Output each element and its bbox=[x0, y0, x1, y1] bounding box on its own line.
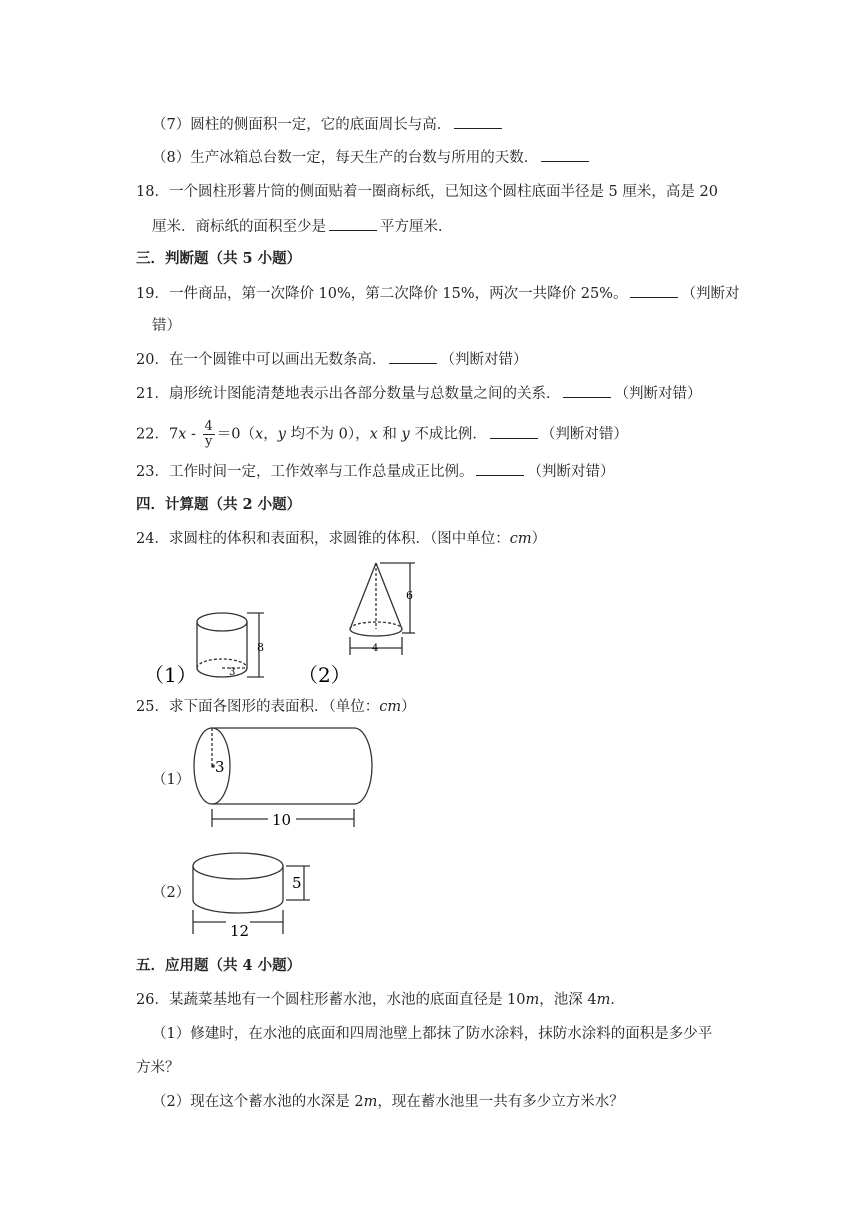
diameter-label: 12 bbox=[230, 922, 250, 940]
answer-blank bbox=[476, 461, 524, 476]
q25-figure-1-label: （1） bbox=[152, 772, 191, 788]
question-19-line1: 19．一件商品，第一次降价 10%，第二次降价 15%，两次一共降价 25%。 （判断对 bbox=[136, 283, 739, 304]
q24-figure bbox=[140, 555, 440, 690]
question-18-line2: 厘米．商标纸的面积至少是 平方厘米． bbox=[152, 216, 453, 237]
answer-blank bbox=[630, 283, 678, 298]
question-18-line1: 18．一个圆柱形薯片筒的侧面贴着一圈商标纸，已知这个圆柱底面半径是 5 厘米，高是 20 bbox=[136, 184, 718, 200]
question-26-part1-line1: （1）修建时，在水池的底面和四周池壁上都抹了防水涂料，抹防水涂料的面积是多少平 bbox=[152, 1026, 713, 1042]
answer-blank bbox=[454, 114, 502, 129]
question-17-8: （8）生产冰箱总台数一定，每天生产的台数与所用的天数． bbox=[152, 147, 592, 168]
q25-figure-2 bbox=[186, 848, 322, 942]
question-25: 25．求下面各图形的表面积．（单位：cm） bbox=[136, 699, 416, 715]
section-4-title: 四．计算题（共 2 小题） bbox=[136, 496, 302, 513]
section-3-title: 三．判断题（共 5 小题） bbox=[136, 250, 302, 267]
height-label: 5 bbox=[292, 874, 302, 892]
cylinder-height-label: 8 bbox=[257, 641, 264, 654]
cone-diameter-label: 4 bbox=[372, 643, 379, 654]
question-17-7: （7）圆柱的侧面积一定，它的底面周长与高． bbox=[152, 114, 505, 135]
question-23: 23．工作时间一定，工作效率与工作总量成正比例。 （判断对错） bbox=[136, 461, 614, 482]
q25-figure-2-label: （2） bbox=[152, 885, 191, 901]
question-24: 24．求圆柱的体积和表面积，求圆锥的体积．（图中单位：cm） bbox=[136, 531, 547, 547]
question-26: 26．某蔬菜基地有一个圆柱形蓄水池，水池的底面直径是 10m，池深 4m． bbox=[136, 992, 625, 1008]
cone-height-label: 6 bbox=[406, 589, 413, 602]
cylinder-radius-label: 3 bbox=[229, 667, 236, 678]
question-22: 22．7x - $\frac{4}{y}$ ＝0（x，y 均不为 0），x 和 y 不成比例． （判断对错） bbox=[136, 419, 628, 449]
length-label: 10 bbox=[272, 811, 292, 829]
figure-2-label: （2） bbox=[298, 663, 351, 687]
q25-figure-1 bbox=[186, 723, 382, 835]
answer-blank bbox=[329, 216, 377, 231]
radius-label: 3 bbox=[215, 758, 225, 776]
question-26-part2: （2）现在这个蓄水池的水深是 2m，现在蓄水池里一共有多少立方米水？ bbox=[152, 1094, 624, 1110]
answer-blank bbox=[490, 424, 538, 439]
short-cylinder-diagram bbox=[193, 853, 310, 934]
fraction: $\frac{4}{y}$ bbox=[204, 419, 213, 449]
question-21: 21．扇形统计图能清楚地表示出各部分数量与总数量之间的关系． （判断对错） bbox=[136, 383, 701, 404]
question-19-line2: 错） bbox=[152, 318, 181, 334]
section-5-title: 五．应用题（共 4 小题） bbox=[136, 957, 302, 974]
question-20: 20．在一个圆锥中可以画出无数条高． （判断对错） bbox=[136, 349, 527, 370]
answer-blank bbox=[563, 383, 611, 398]
question-26-part1-line2: 方米？ bbox=[136, 1060, 180, 1076]
answer-blank bbox=[541, 147, 589, 162]
figure-1-label: （1） bbox=[144, 663, 197, 687]
answer-blank bbox=[389, 349, 437, 364]
